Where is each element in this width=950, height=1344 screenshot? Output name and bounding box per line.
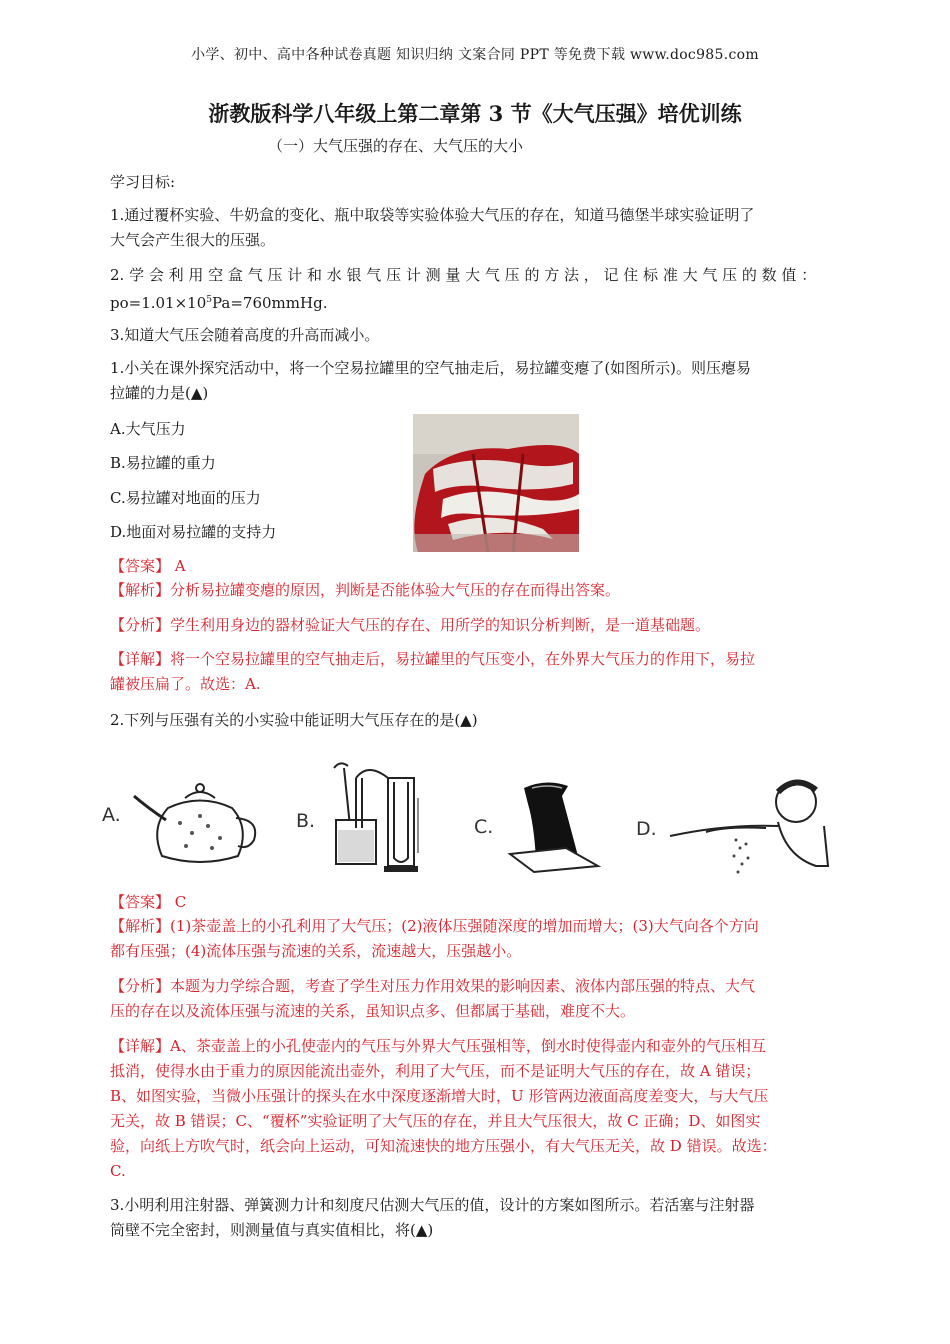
q1-answer: 【答案】 A (110, 557, 186, 575)
goal-3: 3.知道大气压会随着高度的升高而减小。 (110, 326, 380, 344)
blowing-paper-figure (666, 766, 836, 886)
q1-option-d: D.地面对易拉罐的支持力 (110, 523, 277, 541)
q1-option-a: A.大气压力 (110, 420, 186, 438)
q3-stem: 3.小明利用注射器、弹簧测力计和刻度尺估测大气压的值，设计的方案如图所示。若活塞与注射器 筒壁不完全密封，则测量值与真实值相比，将(▲) (110, 1196, 755, 1239)
figure-label-d: D. (636, 818, 657, 840)
figure-label-c: C. (474, 816, 494, 838)
crushed-can-photo (413, 414, 579, 552)
q1-stem: 1.小关在课外探究活动中，将一个空易拉罐里的空气抽走后，易拉罐变瘪了(如图所示)。则压瘪易 拉罐的力是(▲) (110, 359, 752, 402)
q1-jiexi: 【解析】分析易拉罐变瘪的原因，判断是否能体验大气压的存在而得出答案。 (110, 581, 621, 599)
q1-fenxi: 【分析】学生利用身边的器材验证大气压的存在、用所学的知识分析判断，是一道基础题。 (110, 616, 711, 634)
goal-1-line-2: 大气会产生很大的压强。 (110, 231, 276, 249)
teapot-figure (130, 768, 270, 878)
q2-answer: 【答案】 C (110, 893, 187, 911)
q2-xiangjie: 【详解】A、茶壶盖上的小孔使壶内的气压与外界大气压强相等，倒水时使得壶内和壶外的气压相互 抵消，使得水由于重力的原因能流出壶外，利用了大气压，而不是证明大气压的存在，故 A 错误； B、如图实验，当微小压强计的探头在水中深度逐渐增大时，U 形管两边液面高度差变大，与大气压 无关，故 B 错误；C、“覆杯”实验证明了大气压的存在，并且大气压很大，故 C 正确；D、如图实 验，向纸上方吹气时，纸会向上运动，可知流速快的地方压强小，有大气压无关，故 D 错误。故选： C. (110, 1037, 777, 1180)
figure-label-b: B. (296, 810, 316, 832)
goal-2-line-1: 2. 学 会 利 用 空 盒 气 压 计 和 水 银 气 压 计 测 量 大 气 压 的 方 法 ， 记 住 标 准 大 气 压 的 数 值 ： (110, 266, 817, 284)
q1-option-c: C.易拉罐对地面的压力 (110, 489, 261, 507)
q2-fenxi: 【分析】本题为力学综合题，考查了学生对压力作用效果的影响因素、液体内部压强的特点、大气 压的存在以及流体压强与流速的关系，虽知识点多、但都属于基础，难度不大。 (110, 977, 756, 1020)
q2-stem: 2.下列与压强有关的小实验中能证明大气压存在的是(▲) (110, 711, 478, 729)
goal-1-line-1: 1.通过覆杯实验、牛奶盒的变化、瓶中取袋等实验体验大气压的存在，知道马德堡半球实验证明了 (110, 206, 755, 224)
page-title: 浙教版科学八年级上第二章第 3 节《大气压强》培优训练 (208, 101, 742, 126)
goals-heading: 学习目标: (110, 173, 176, 191)
goal-2-line-2: $po=1.01\times 10^5Pa=760mmHg$. (110, 294, 328, 312)
inverted-cup-figure (506, 774, 606, 874)
goal-2 (110, 263, 840, 316)
section-subtitle: （一）大气压强的存在、大气压的大小 (268, 137, 524, 155)
manometer-figure (328, 758, 438, 883)
q1-xiangjie: 【详解】将一个空易拉罐里的空气抽走后，易拉罐里的气压变小，在外界大气压力的作用下，易拉 罐被压扁了。故选：A. (110, 650, 756, 693)
page-header: 小学、初中、高中各种试卷真题 知识归纳 文案合同 PPT 等免费下载 www.doc985.com (191, 47, 759, 63)
figure-label-a: A. (102, 804, 121, 826)
q1-option-b: B.易拉罐的重力 (110, 454, 216, 472)
q2-figures (100, 758, 840, 888)
goal-1 (110, 203, 840, 253)
q2-jiexi: 【解析】(1)茶壶盖上的小孔利用了大气压；(2)液体压强随深度的增加而增大；(3)大气向各个方向 都有压强；(4)流体压强与流速的关系，流速越大，压强越小。 (110, 917, 759, 960)
